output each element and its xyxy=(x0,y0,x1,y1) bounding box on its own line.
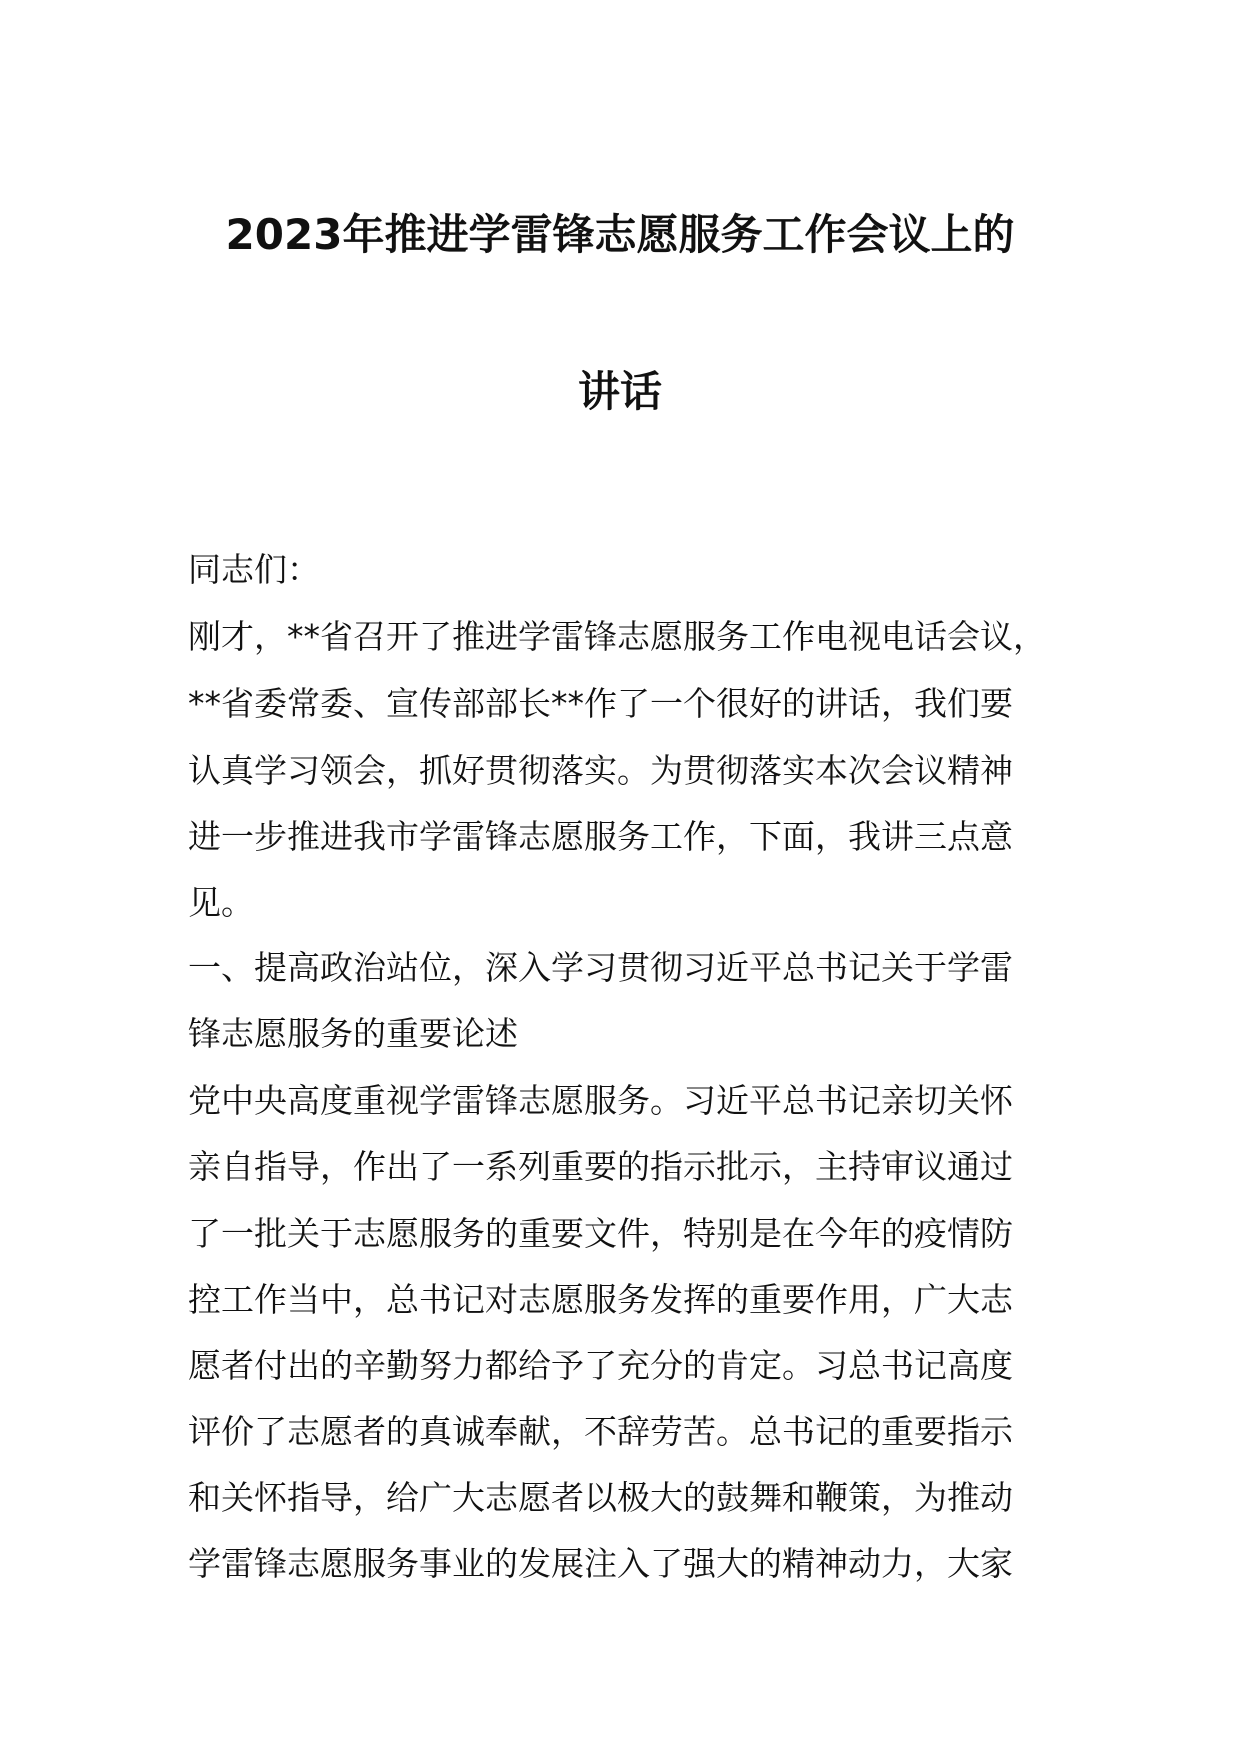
salutation: 同志们： xyxy=(188,550,320,589)
body-line: 评价了志愿者的真诚奉献，不辞劳苦。总书记的重要指示 xyxy=(188,1412,1013,1451)
body-line: 亲自指导，作出了一系列重要的指示批示，主持审议通过 xyxy=(188,1147,1013,1186)
body-line: 和关怀指导，给广大志愿者以极大的鼓舞和鞭策，为推动 xyxy=(188,1478,1013,1517)
body-line: 认真学习领会，抓好贯彻落实。为贯彻落实本次会议精神 xyxy=(188,751,1013,790)
body-line: 学雷锋志愿服务事业的发展注入了强大的精神动力，大家 xyxy=(188,1544,1013,1583)
body-line: **省委常委、宣传部部长**作了一个很好的讲话，我们要 xyxy=(188,684,1013,723)
body-line: 控工作当中，总书记对志愿服务发挥的重要作用，广大志 xyxy=(188,1280,1013,1319)
body-line: 愿者付出的辛勤努力都给予了充分的肯定。习总书记高度 xyxy=(188,1346,1013,1385)
body-line: 刚才，**省召开了推进学雷锋志愿服务工作电视电话会议， xyxy=(188,617,1046,656)
section-heading-line: 锋志愿服务的重要论述 xyxy=(188,1014,518,1053)
body-line: 见。 xyxy=(188,883,254,922)
body-line: 进一步推进我市学雷锋志愿服务工作，下面，我讲三点意 xyxy=(188,817,1013,856)
document-title-line-2: 讲话 xyxy=(577,367,662,416)
document-title-line-1: 2023年推进学雷锋志愿服务工作会议上的 xyxy=(225,210,1015,259)
section-heading-line: 一、提高政治站位，深入学习贯彻习近平总书记关于学雷 xyxy=(188,948,1013,987)
body-line: 了一批关于志愿服务的重要文件，特别是在今年的疫情防 xyxy=(188,1214,1013,1253)
body-line: 党中央高度重视学雷锋志愿服务。习近平总书记亲切关怀 xyxy=(188,1081,1013,1120)
